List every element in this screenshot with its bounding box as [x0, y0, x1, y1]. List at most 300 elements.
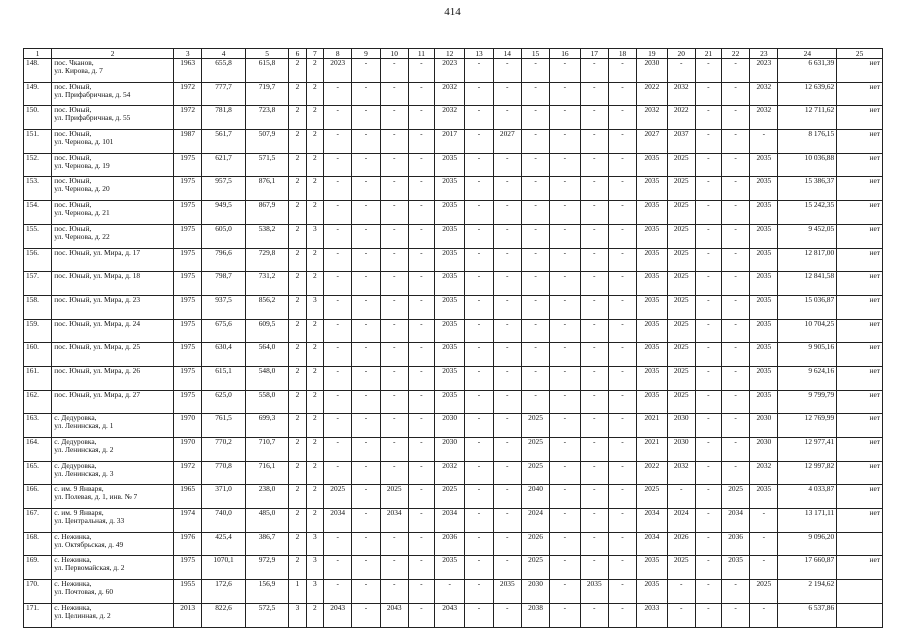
table-cell: 2030	[637, 59, 667, 83]
table-cell: -	[521, 224, 549, 248]
table-cell: 2032	[434, 461, 464, 485]
table-cell: -	[380, 201, 408, 225]
row-number-cell: 170.	[24, 580, 52, 604]
table-cell: 796,6	[202, 248, 245, 272]
table-cell: 1975	[174, 556, 202, 580]
table-row	[24, 319, 883, 343]
table-cell: 2	[289, 177, 306, 201]
table-cell: 1975	[174, 343, 202, 367]
column-header: 25	[837, 49, 883, 59]
table-cell: 2025	[667, 366, 695, 390]
table-cell: -	[324, 556, 352, 580]
table-cell: -	[695, 106, 721, 130]
table-cell: -	[667, 603, 695, 627]
table-cell: -	[721, 130, 749, 154]
table-cell: 572,5	[245, 603, 288, 627]
table-cell: нет	[837, 556, 883, 580]
table-cell: -	[352, 248, 380, 272]
address-cell	[52, 272, 174, 296]
table-cell: -	[324, 461, 352, 485]
row-number-cell: 153.	[24, 177, 52, 201]
table-cell: 630,4	[202, 343, 245, 367]
table-cell: 2027	[493, 130, 521, 154]
table-cell: -	[608, 580, 636, 604]
table-cell: нет	[837, 295, 883, 319]
table-cell: 972,9	[245, 556, 288, 580]
table-row	[24, 82, 883, 106]
table-cell: 548,0	[245, 366, 288, 390]
column-header: 15	[521, 49, 549, 59]
table-cell: 2034	[637, 509, 667, 533]
table-cell: 2035	[637, 177, 667, 201]
table-row	[24, 461, 883, 485]
table-cell: -	[695, 390, 721, 414]
table-cell: -	[750, 532, 778, 556]
table-cell: -	[465, 272, 493, 296]
address-line: ул. Чернова, д. 19	[54, 160, 110, 170]
table-cell: 1970	[174, 438, 202, 462]
table-cell: 2032	[637, 106, 667, 130]
table-cell: 2043	[380, 603, 408, 627]
table-cell: -	[695, 556, 721, 580]
table-cell	[837, 532, 883, 556]
address-line: ул. Октябрьская, д. 49	[54, 539, 124, 549]
table-cell: 2035	[434, 319, 464, 343]
column-header: 3	[174, 49, 202, 59]
table-cell: -	[352, 59, 380, 83]
table-cell: 564,0	[245, 343, 288, 367]
table-cell: 615,1	[202, 366, 245, 390]
table-cell: -	[465, 390, 493, 414]
table-cell: -	[550, 319, 580, 343]
row-number-cell: 163.	[24, 414, 52, 438]
table-cell: 2	[289, 295, 306, 319]
address-line: ул. Чернова, д. 21	[54, 208, 110, 218]
table-cell: 625,0	[202, 390, 245, 414]
table-cell: 2025	[667, 248, 695, 272]
table-cell: 2035	[637, 343, 667, 367]
table-cell: -	[380, 366, 408, 390]
table-cell: -	[465, 580, 493, 604]
column-header: 14	[493, 49, 521, 59]
table-cell: -	[324, 272, 352, 296]
table-cell: 12 769,99	[778, 414, 837, 438]
table-cell: 2043	[324, 603, 352, 627]
address-line: ул. Почтовая, д. 60	[54, 587, 114, 597]
table-cell: -	[750, 130, 778, 154]
table-cell: 2	[306, 461, 323, 485]
table-cell: -	[493, 295, 521, 319]
table-cell: -	[324, 82, 352, 106]
table-cell: 1	[289, 580, 306, 604]
row-number-cell: 148.	[24, 59, 52, 83]
table-cell: 1975	[174, 224, 202, 248]
table-cell: 2035	[580, 580, 608, 604]
address-cell	[52, 295, 174, 319]
table-cell: -	[721, 82, 749, 106]
table-cell: -	[493, 366, 521, 390]
table-cell: -	[550, 82, 580, 106]
table-cell: 9 905,16	[778, 343, 837, 367]
table-cell: нет	[837, 390, 883, 414]
table-cell: 2035	[750, 343, 778, 367]
table-cell: -	[721, 603, 749, 627]
table-cell: 238,0	[245, 485, 288, 509]
column-header: 22	[721, 49, 749, 59]
address-line: с. Нежинка,	[54, 555, 92, 565]
table-cell: -	[580, 603, 608, 627]
table-cell: 2034	[637, 532, 667, 556]
table-cell: -	[493, 556, 521, 580]
table-cell: 621,7	[202, 153, 245, 177]
table-body	[24, 59, 883, 628]
column-header: 8	[324, 49, 352, 59]
table-cell: 2035	[637, 556, 667, 580]
table-cell: -	[750, 603, 778, 627]
table-cell: 719,7	[245, 82, 288, 106]
address-line: пос. Юный, ул. Мира, д. 26	[54, 366, 141, 375]
table-cell: -	[580, 509, 608, 533]
table-cell: -	[493, 414, 521, 438]
table-cell: -	[408, 556, 434, 580]
table-cell: 1975	[174, 248, 202, 272]
address-line: пос. Юный,	[54, 153, 92, 162]
table-cell: -	[750, 509, 778, 533]
table-cell: -	[324, 532, 352, 556]
table-cell: 1976	[174, 532, 202, 556]
table-cell: -	[580, 390, 608, 414]
address-line: ул. Чернова, д. 101	[54, 137, 114, 147]
table-cell: -	[408, 130, 434, 154]
table-cell: -	[608, 248, 636, 272]
table-cell: -	[667, 580, 695, 604]
address-line: пос. Юный,	[54, 105, 92, 115]
table-cell: -	[493, 59, 521, 83]
table-cell: 2025	[637, 485, 667, 509]
table-cell: -	[721, 390, 749, 414]
table-cell: -	[721, 580, 749, 604]
table-cell: 2035	[750, 177, 778, 201]
table-cell: -	[550, 603, 580, 627]
table-cell: -	[465, 130, 493, 154]
table-cell: -	[493, 390, 521, 414]
table-cell: -	[521, 390, 549, 414]
table-cell: 1975	[174, 319, 202, 343]
table-cell: -	[580, 82, 608, 106]
table-cell: 2025	[324, 485, 352, 509]
table-cell: -	[580, 130, 608, 154]
table-cell: 2	[306, 201, 323, 225]
table-cell: -	[608, 532, 636, 556]
table-cell: 17 660,87	[778, 556, 837, 580]
table-cell: 2032	[750, 461, 778, 485]
row-number-cell: 167.	[24, 509, 52, 533]
table-cell: -	[352, 485, 380, 509]
table-row	[24, 130, 883, 154]
table-cell: 2030	[750, 438, 778, 462]
table-cell: -	[380, 438, 408, 462]
table-cell: -	[695, 59, 721, 83]
table-cell: 2035	[434, 248, 464, 272]
table-cell: -	[608, 295, 636, 319]
table-cell: -	[580, 438, 608, 462]
row-number-cell: 150.	[24, 106, 52, 130]
table-cell: 1972	[174, 106, 202, 130]
address-cell	[52, 59, 174, 83]
table-cell: 6 631,39	[778, 59, 837, 83]
table-cell: 2034	[721, 509, 749, 533]
table-cell: нет	[837, 272, 883, 296]
table-cell: -	[580, 153, 608, 177]
table-cell: -	[380, 224, 408, 248]
table-cell: -	[608, 438, 636, 462]
table-cell: 2	[306, 343, 323, 367]
row-number-cell: 160.	[24, 343, 52, 367]
table-cell: -	[408, 248, 434, 272]
table-cell: 1963	[174, 59, 202, 83]
table-cell: 2	[289, 438, 306, 462]
table-cell: -	[380, 272, 408, 296]
table-cell: 2 194,62	[778, 580, 837, 604]
table-cell: 2035	[434, 224, 464, 248]
table-cell: 2	[289, 509, 306, 533]
table-row	[24, 438, 883, 462]
table-cell: 558,0	[245, 390, 288, 414]
table-cell: 2	[289, 153, 306, 177]
table-cell: -	[465, 319, 493, 343]
table-cell: -	[408, 390, 434, 414]
row-number-cell: 168.	[24, 532, 52, 556]
table-cell: -	[721, 461, 749, 485]
table-cell: -	[352, 295, 380, 319]
table-row	[24, 272, 883, 296]
table-cell: 2038	[521, 603, 549, 627]
table-cell: -	[380, 390, 408, 414]
table-cell: нет	[837, 366, 883, 390]
table-cell: 9 452,05	[778, 224, 837, 248]
table-row	[24, 295, 883, 319]
table-cell: 2022	[637, 82, 667, 106]
table-cell: -	[352, 224, 380, 248]
column-header: 16	[550, 49, 580, 59]
table-row	[24, 201, 883, 225]
table-cell: -	[608, 319, 636, 343]
table-cell: -	[521, 82, 549, 106]
table-cell: 655,8	[202, 59, 245, 83]
table-cell: -	[493, 485, 521, 509]
table-cell: 2	[289, 343, 306, 367]
table-cell: -	[465, 509, 493, 533]
row-number-cell: 149.	[24, 82, 52, 106]
table-cell: -	[667, 485, 695, 509]
column-header: 13	[465, 49, 493, 59]
column-header: 1	[24, 49, 52, 59]
table-cell: 2025	[667, 153, 695, 177]
table-cell: -	[580, 366, 608, 390]
address-line: пос. Юный,	[54, 200, 92, 210]
table-cell: -	[608, 272, 636, 296]
table-cell: 1975	[174, 201, 202, 225]
table-cell: 9 624,16	[778, 366, 837, 390]
table-cell: 2035	[721, 556, 749, 580]
address-line: пос. Юный, ул. Мира, д. 24	[54, 319, 141, 328]
address-line: с. Нежинка,	[54, 579, 92, 589]
table-cell: -	[608, 82, 636, 106]
table-cell: 2032	[750, 82, 778, 106]
table-cell: -	[324, 343, 352, 367]
address-cell	[52, 106, 174, 130]
table-cell: 2024	[667, 509, 695, 533]
table-cell: 1965	[174, 485, 202, 509]
table-cell: 2034	[324, 509, 352, 533]
address-line: пос. Юный,	[54, 129, 92, 139]
table-cell: -	[550, 106, 580, 130]
table-cell: 2035	[750, 295, 778, 319]
table-cell: -	[324, 201, 352, 225]
address-line: ул. Чернова, д. 20	[54, 184, 110, 194]
table-cell: -	[608, 224, 636, 248]
table-cell: -	[695, 603, 721, 627]
table-cell: 2	[289, 532, 306, 556]
table-cell: 2024	[521, 509, 549, 533]
table-cell: -	[408, 153, 434, 177]
address-line: ул. Первомайская, д. 2	[54, 563, 125, 573]
table-row	[24, 59, 883, 83]
table-cell: -	[493, 438, 521, 462]
address-line: ул. Кирова, д. 7	[54, 66, 103, 75]
table-cell: 2030	[667, 414, 695, 438]
table-cell: -	[465, 153, 493, 177]
address-cell	[52, 201, 174, 225]
table-cell: 2036	[721, 532, 749, 556]
table-cell: -	[352, 366, 380, 390]
column-header: 6	[289, 49, 306, 59]
table-cell: -	[721, 201, 749, 225]
table-cell	[837, 603, 883, 627]
table-cell: 2035	[637, 248, 667, 272]
address-cell	[52, 509, 174, 533]
table-cell: -	[521, 272, 549, 296]
table-cell: 609,5	[245, 319, 288, 343]
table-cell: 2035	[434, 177, 464, 201]
table-cell: -	[465, 248, 493, 272]
table-cell: -	[380, 59, 408, 83]
address-line: с. им. 9 Января,	[54, 508, 104, 518]
table-cell: 4 033,87	[778, 485, 837, 509]
row-number-cell: 162.	[24, 390, 52, 414]
table-cell: -	[608, 201, 636, 225]
table-cell: 2032	[667, 461, 695, 485]
table-cell: -	[550, 177, 580, 201]
table-cell: 2025	[667, 201, 695, 225]
table-cell: -	[465, 295, 493, 319]
table-cell: 770,2	[202, 438, 245, 462]
table-cell: нет	[837, 201, 883, 225]
address-line: с. им. 9 Января,	[54, 484, 104, 494]
table-cell: 2035	[434, 153, 464, 177]
table-cell: -	[550, 414, 580, 438]
table-cell: 2	[306, 366, 323, 390]
table-cell: 2035	[434, 366, 464, 390]
table-row	[24, 390, 883, 414]
table-cell: 1975	[174, 272, 202, 296]
table-cell: -	[408, 485, 434, 509]
table-cell: 2	[306, 509, 323, 533]
table-cell: нет	[837, 319, 883, 343]
table-cell: -	[608, 390, 636, 414]
table-cell: -	[465, 201, 493, 225]
column-header: 9	[352, 49, 380, 59]
table-cell: 740,0	[202, 509, 245, 533]
table-cell: 2	[289, 461, 306, 485]
table-cell: -	[324, 414, 352, 438]
table-cell: -	[380, 461, 408, 485]
table-cell: -	[380, 580, 408, 604]
table-cell: -	[408, 414, 434, 438]
row-number-cell: 156.	[24, 248, 52, 272]
table-cell: -	[324, 106, 352, 130]
address-line: пос. Юный,	[54, 176, 92, 186]
table-cell: -	[695, 580, 721, 604]
table-cell: 2	[289, 556, 306, 580]
table-cell: 2035	[750, 485, 778, 509]
table-cell: -	[352, 509, 380, 533]
table-cell: 571,5	[245, 153, 288, 177]
table-cell: -	[352, 106, 380, 130]
table-cell: -	[580, 319, 608, 343]
row-number-cell: 155.	[24, 224, 52, 248]
table-cell: -	[465, 177, 493, 201]
table-cell: 2035	[637, 295, 667, 319]
table-cell: 2	[289, 130, 306, 154]
table-cell: 2	[306, 390, 323, 414]
table-cell: -	[352, 82, 380, 106]
table-cell: -	[550, 438, 580, 462]
table-cell: 2035	[750, 272, 778, 296]
address-cell	[52, 438, 174, 462]
table-cell: -	[580, 556, 608, 580]
table-cell: 2025	[521, 461, 549, 485]
table-cell: 822,6	[202, 603, 245, 627]
table-cell: -	[580, 272, 608, 296]
table-cell: -	[550, 59, 580, 83]
table-cell: -	[550, 532, 580, 556]
table-cell: 2035	[637, 390, 667, 414]
table-cell: -	[380, 153, 408, 177]
table-cell: -	[550, 295, 580, 319]
table-cell: -	[493, 248, 521, 272]
table-cell: 425,4	[202, 532, 245, 556]
table-cell: 12 841,58	[778, 272, 837, 296]
table-cell: 731,2	[245, 272, 288, 296]
table-cell: -	[721, 343, 749, 367]
table-cell: -	[324, 248, 352, 272]
table-cell: нет	[837, 438, 883, 462]
column-header: 23	[750, 49, 778, 59]
table-cell: 2034	[434, 509, 464, 533]
table-cell: -	[695, 485, 721, 509]
table-cell: 2035	[637, 319, 667, 343]
address-line: с. Дедуровка,	[54, 437, 97, 446]
table-cell: 2035	[750, 366, 778, 390]
table-cell: 10 704,25	[778, 319, 837, 343]
address-line: ул. Прифабричная, д. 55	[54, 113, 131, 123]
address-cell	[52, 153, 174, 177]
table-row	[24, 556, 883, 580]
table-cell: 2035	[637, 153, 667, 177]
table-cell: -	[324, 295, 352, 319]
address-line: пос. Юный, ул. Мира, д. 17	[54, 248, 141, 257]
